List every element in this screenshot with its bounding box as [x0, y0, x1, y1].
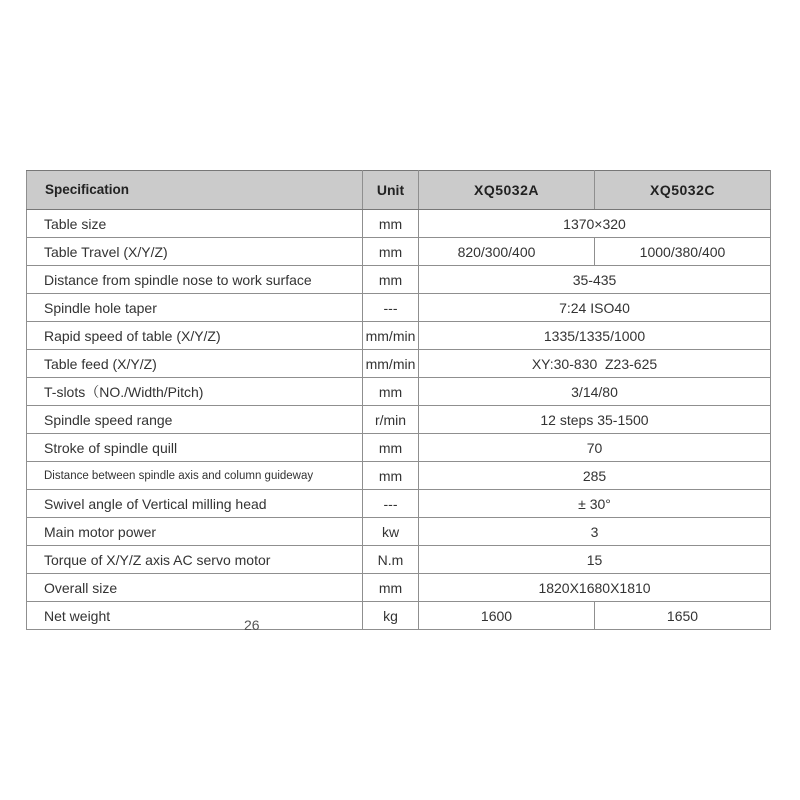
unit-cell: mm	[363, 378, 419, 406]
table-row	[27, 210, 771, 238]
unit-cell: mm	[363, 574, 419, 602]
spec-cell: Distance from spindle nose to work surface	[27, 266, 363, 294]
spec-cell: Main motor power	[27, 518, 363, 546]
spec-cell: Rapid speed of table (X/Y/Z)	[27, 322, 363, 350]
spec-cell: Overall size	[27, 574, 363, 602]
unit-cell: mm	[363, 462, 419, 490]
spec-cell: Table size	[27, 210, 363, 238]
value-cell-shared: 70	[419, 434, 771, 462]
table-row	[27, 322, 771, 350]
unit-cell: r/min	[363, 406, 419, 434]
unit-cell: ---	[363, 294, 419, 322]
value-cell-shared: 12 steps 35-1500	[419, 406, 771, 434]
table-row	[27, 602, 771, 630]
header-model-xq5032a: XQ5032A	[419, 171, 595, 210]
table-row	[27, 350, 771, 378]
value-cell-shared: 35-435	[419, 266, 771, 294]
table-row	[27, 574, 771, 602]
spec-cell: Spindle speed range	[27, 406, 363, 434]
table-row	[27, 294, 771, 322]
unit-cell: kw	[363, 518, 419, 546]
table-row	[27, 462, 771, 490]
value-cell-xq5032a: 820/300/400	[419, 238, 595, 266]
spec-cell: Spindle hole taper	[27, 294, 363, 322]
table-row	[27, 266, 771, 294]
table-row	[27, 518, 771, 546]
table-row	[27, 490, 771, 518]
specification-table	[26, 170, 771, 633]
value-cell-shared: 1820X1680X1810	[419, 574, 771, 602]
unit-cell: ---	[363, 490, 419, 518]
value-cell-shared: XY:30-830 Z23-625	[419, 350, 771, 378]
spec-cell: Net weight	[27, 602, 363, 630]
spec-cell: Distance between spindle axis and column guideway	[27, 462, 363, 490]
unit-cell: mm/min	[363, 322, 419, 350]
value-cell-shared: 7:24 ISO40	[419, 294, 771, 322]
unit-cell: mm	[363, 238, 419, 266]
unit-cell: mm	[363, 210, 419, 238]
table-row	[27, 546, 771, 574]
value-cell-shared: 1335/1335/1000	[419, 322, 771, 350]
spec-cell: T-slots（NO./Width/Pitch)	[27, 378, 363, 406]
header-specification: Specification	[27, 171, 363, 210]
spec-cell: Torque of X/Y/Z axis AC servo motor	[27, 546, 363, 574]
spec-cell: Table Travel (X/Y/Z)	[27, 238, 363, 266]
page-number-fragment	[244, 617, 270, 633]
table-row	[27, 378, 771, 406]
table-row	[27, 434, 771, 462]
header-row	[27, 171, 771, 210]
value-cell-xq5032c: 1650	[595, 602, 771, 630]
value-cell-xq5032c: 1000/380/400	[595, 238, 771, 266]
table-row	[27, 238, 771, 266]
value-cell-shared: ± 30°	[419, 490, 771, 518]
page-number-text: 26	[244, 617, 260, 633]
unit-cell: kg	[363, 602, 419, 630]
value-cell-shared: 3	[419, 518, 771, 546]
unit-cell: mm/min	[363, 350, 419, 378]
unit-cell: mm	[363, 434, 419, 462]
spec-cell: Table feed (X/Y/Z)	[27, 350, 363, 378]
value-cell-shared: 15	[419, 546, 771, 574]
spec-cell: Swivel angle of Vertical milling head	[27, 490, 363, 518]
value-cell-shared: 1370×320	[419, 210, 771, 238]
value-cell-xq5032a: 1600	[419, 602, 595, 630]
value-cell-shared: 3/14/80	[419, 378, 771, 406]
unit-cell: mm	[363, 266, 419, 294]
spec-cell: Stroke of spindle quill	[27, 434, 363, 462]
table-row	[27, 406, 771, 434]
unit-cell: N.m	[363, 546, 419, 574]
value-cell-shared: 285	[419, 462, 771, 490]
header-model-xq5032c: XQ5032C	[595, 171, 771, 210]
header-unit: Unit	[363, 171, 419, 210]
